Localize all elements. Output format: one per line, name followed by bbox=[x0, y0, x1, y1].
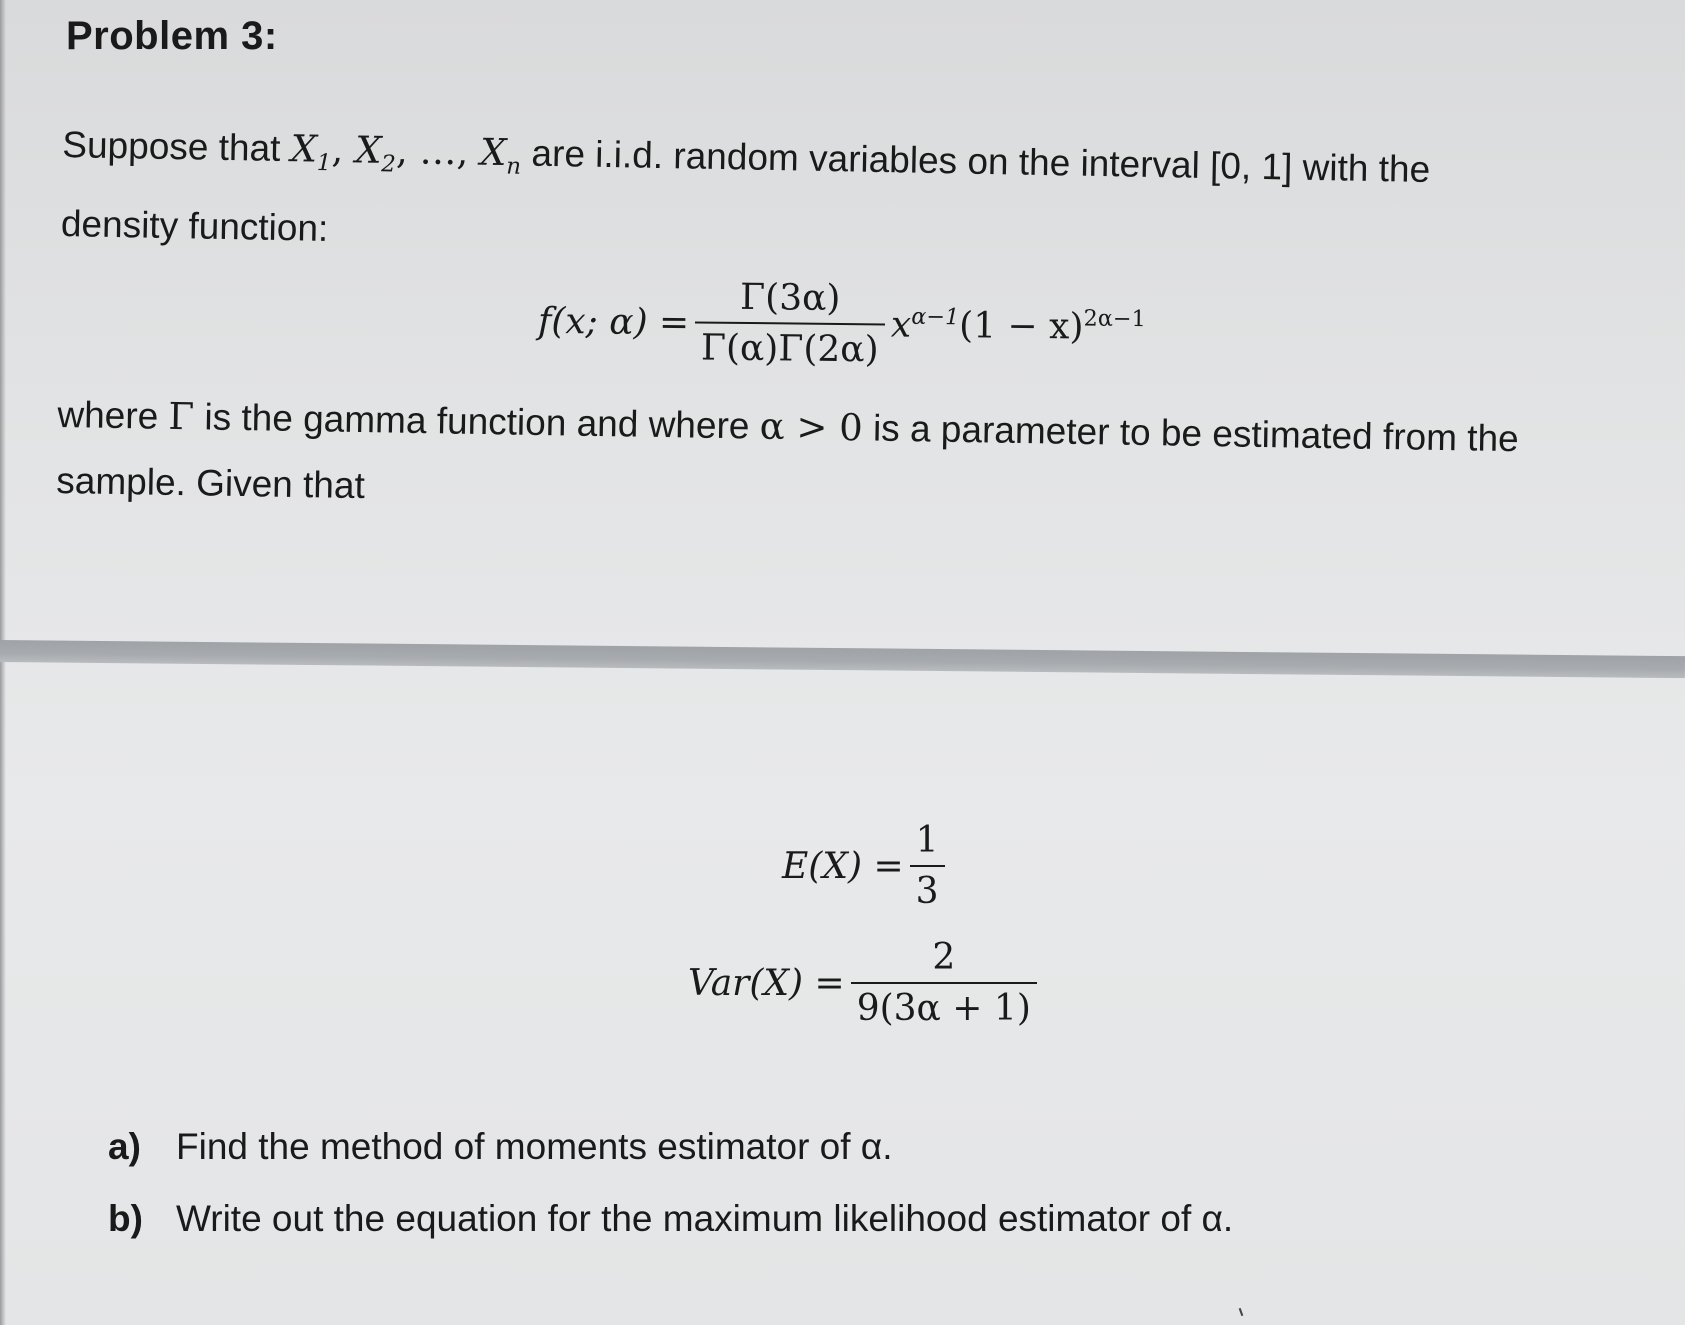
mean-formula bbox=[782, 820, 951, 912]
var-xn: $X_n$ bbox=[479, 130, 522, 180]
part-b-label: b) bbox=[108, 1198, 143, 1239]
intro-text-after: are i.i.d. random variables on the interval [0, 1] with the bbox=[520, 132, 1431, 191]
density-denominator: Γ(α)Γ(2α) bbox=[695, 321, 885, 370]
density-fraction bbox=[695, 276, 886, 370]
mean-denominator: 3 bbox=[910, 865, 945, 912]
mean-fraction bbox=[910, 820, 945, 912]
where-line-2: sample. Given that bbox=[56, 459, 366, 507]
part-b-text: Write out the equation for the maximum likelihood estimator of α. bbox=[176, 1198, 1234, 1239]
part-a-label: a) bbox=[108, 1126, 141, 1167]
variance-denominator: 9(3α + 1) bbox=[851, 982, 1037, 1029]
gamma-symbol: Γ bbox=[168, 394, 195, 439]
paper-speck bbox=[1239, 1308, 1244, 1316]
variance-lhs: Var(X) = bbox=[688, 962, 845, 1004]
var-x2: $X_2$ bbox=[354, 128, 397, 178]
section-divider bbox=[0, 640, 1685, 678]
var-x1: $X_1$ bbox=[290, 127, 332, 177]
variance-numerator: 2 bbox=[932, 937, 956, 978]
part-a bbox=[108, 1126, 892, 1168]
intro-paragraph bbox=[60, 112, 1430, 282]
variance-fraction bbox=[851, 937, 1037, 1029]
intro-line-1: Suppose that $X_1$, $X_2$, …, $X_n$ are i.i.d. random variables on the interval [0, 1] with the bbox=[62, 123, 1431, 191]
mean-numerator: 1 bbox=[915, 820, 939, 861]
mean-lhs: E(X) = bbox=[782, 845, 904, 887]
part-b bbox=[108, 1198, 1233, 1240]
variance-formula bbox=[688, 937, 1043, 1029]
where-paragraph bbox=[56, 382, 1519, 538]
density-term-1: $x^{\alpha-1}$ bbox=[890, 303, 960, 346]
part-a-text: Find the method of moments estimator of α. bbox=[176, 1126, 893, 1167]
density-numerator: Γ(3α) bbox=[739, 276, 841, 319]
intro-line-2: density function: bbox=[60, 203, 329, 250]
density-term-2: $(1 - x)^{2\alpha-1}$ bbox=[958, 305, 1146, 348]
where-line-1: where Γ is the gamma function and where α > 0 is a parameter to be estimated from the bbox=[57, 393, 1520, 460]
problem-title: Problem 3: bbox=[66, 14, 278, 58]
alpha-condition: α > 0 bbox=[759, 404, 864, 450]
problem-statement bbox=[0, 0, 1685, 640]
density-lhs: f(x; α) = bbox=[537, 300, 690, 343]
intro-text-before: Suppose that bbox=[62, 123, 292, 170]
density-formula bbox=[538, 275, 1147, 373]
